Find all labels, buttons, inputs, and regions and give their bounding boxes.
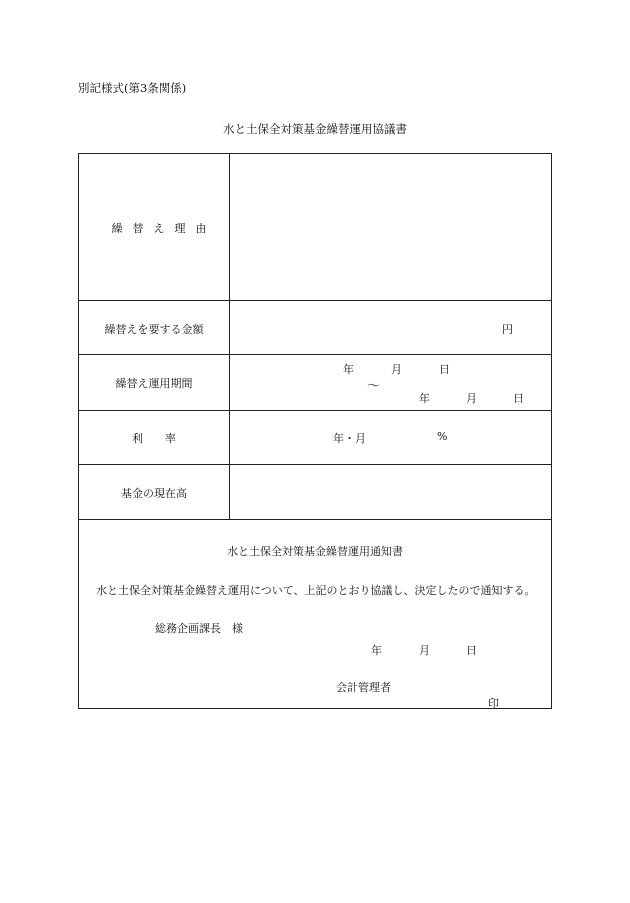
amount-label: 繰替えを要する金額	[104, 323, 204, 336]
seal-mark: 印	[488, 697, 499, 710]
form-table	[78, 153, 552, 709]
notice-addressee: 総務企画課長 様	[155, 622, 243, 635]
notice-body: 水と土保全対策基金繰替え運用について、上記のとおり協議し、決定したので通知する。	[96, 584, 536, 597]
rate-unit: %	[437, 430, 448, 443]
notice-date-month: 月	[419, 644, 430, 657]
period-end-month: 月	[466, 392, 477, 405]
column-divider	[229, 154, 230, 519]
document-title: 水と土保全対策基金繰替運用協議書	[223, 122, 407, 136]
balance-field[interactable]	[231, 465, 551, 518]
notice-title: 水と土保全対策基金繰替運用通知書	[227, 545, 403, 558]
period-start-year: 年	[343, 363, 354, 376]
row-divider	[79, 410, 551, 411]
period-label: 繰替え運用期間	[115, 377, 193, 390]
notice-date-day: 日	[466, 644, 477, 657]
period-start-day: 日	[439, 363, 450, 376]
amount-unit: 円	[502, 323, 513, 336]
period-end-year: 年	[419, 392, 430, 405]
rate-basis: 年・月	[333, 432, 366, 445]
reason-label: 繰替え理由	[111, 222, 217, 235]
period-tilde: 〜	[367, 379, 381, 394]
rate-label: 利 率	[132, 432, 176, 445]
notice-date-year: 年	[371, 644, 382, 657]
balance-label: 基金の現在高	[121, 487, 187, 500]
reason-field[interactable]	[231, 155, 551, 299]
form-reference: 別記様式(第3条関係)	[78, 81, 187, 95]
period-end-day: 日	[513, 392, 524, 405]
period-start-month: 月	[391, 363, 402, 376]
notice-signer: 会計管理者	[336, 681, 391, 694]
row-divider	[79, 354, 551, 355]
row-divider	[79, 519, 551, 520]
